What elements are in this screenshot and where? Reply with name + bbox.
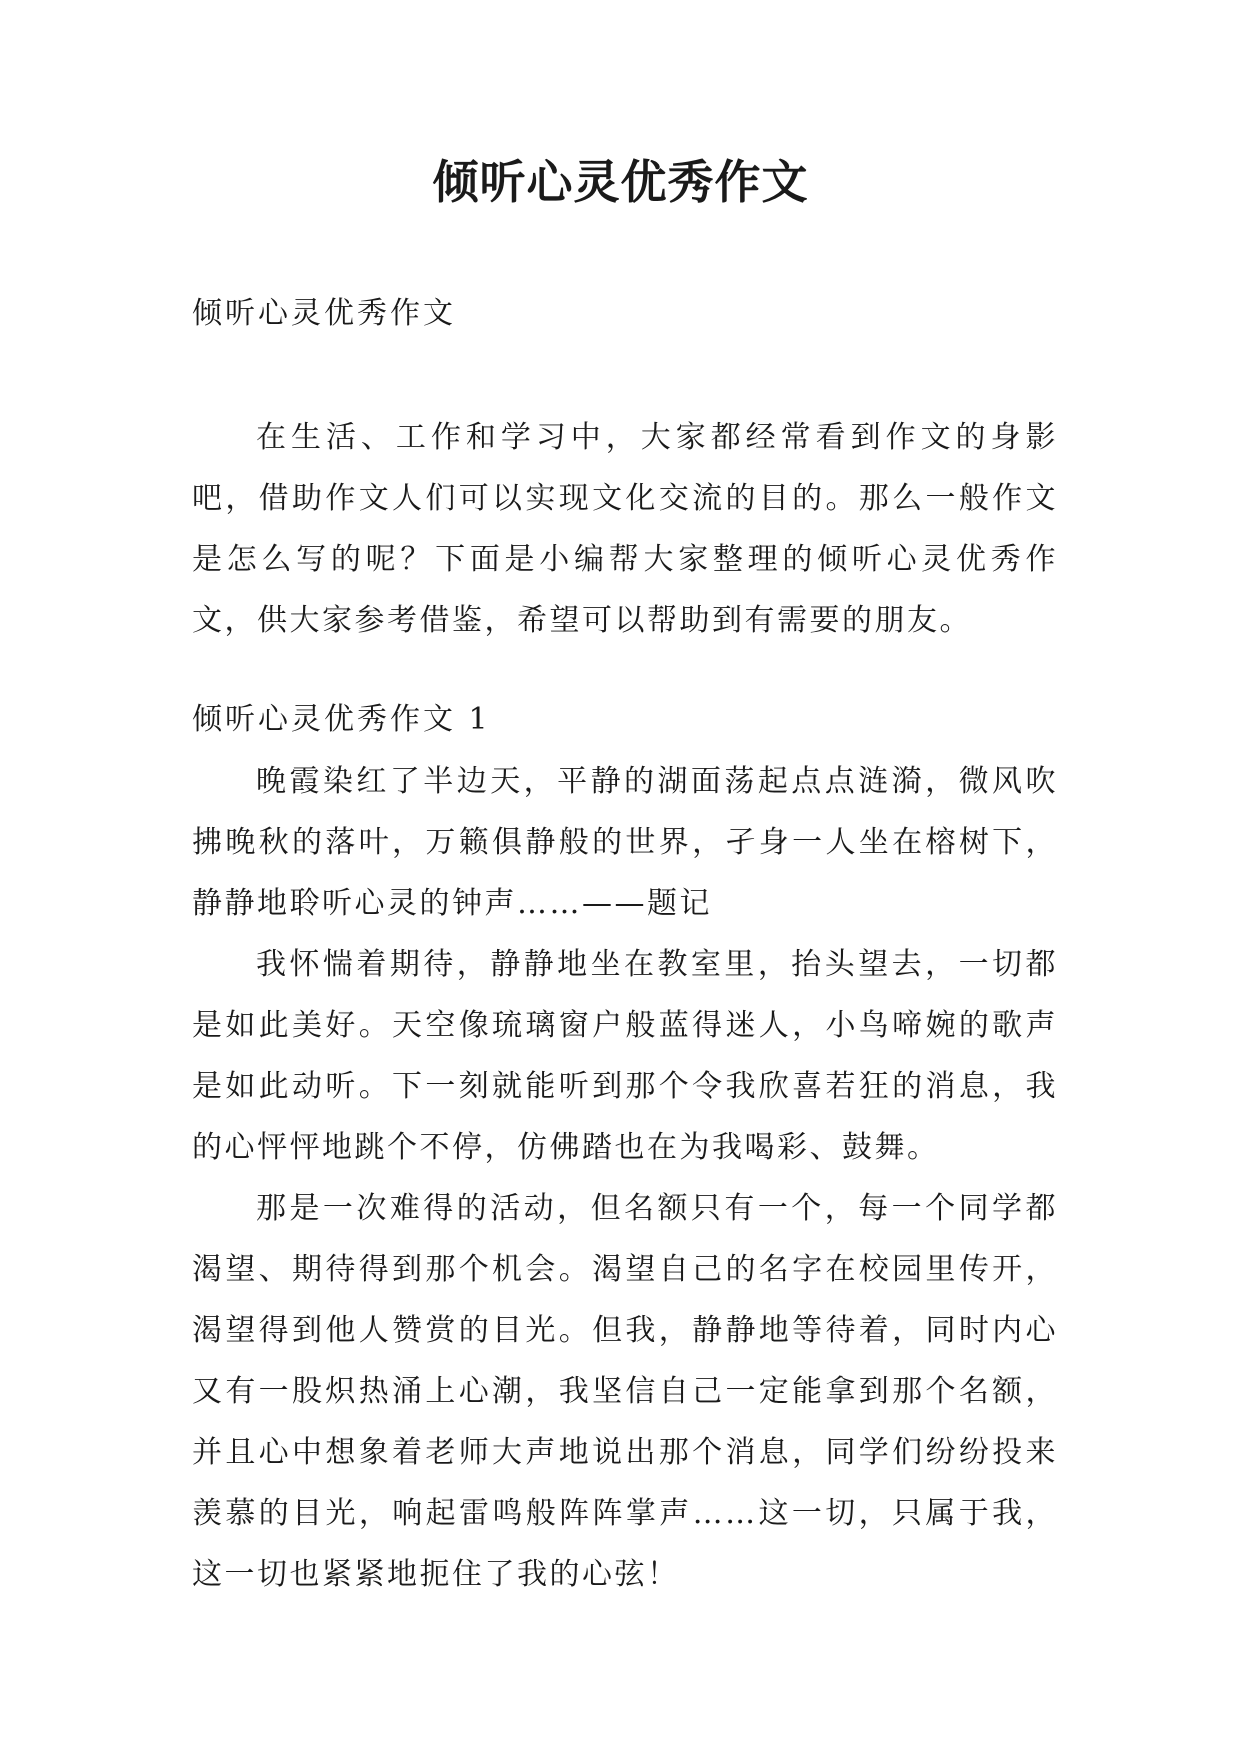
essay-body: [192, 751, 1058, 1605]
section-heading: 倾听心灵优秀作文 1: [192, 702, 491, 737]
essay-paragraph: 我怀惴着期待，静静地坐在教室里，抬头望去，一切都是如此美好。天空像琉璃窗户般蓝得迷人，小鸟啼婉的歌声是如此动听。下一刻就能听到那个令我欣喜若狂的消息，我的心怦怦地跳个不停，仿佛踏也在为我喝彩、鼓舞。: [192, 947, 1058, 1165]
intro-paragraph: 在生活、工作和学习中，大家都经常看到作文的身影吧，借助作文人们可以实现文化交流的目的。那么一般作文是怎么写的呢？下面是小编帮大家整理的倾听心灵优秀作文，供大家参考借鉴，希望可以帮助到有需要的朋友。: [192, 420, 1058, 638]
document-subtitle: 倾听心灵优秀作文: [192, 296, 456, 331]
document-title: 倾听心灵优秀作文: [432, 155, 809, 209]
essay-paragraph: 那是一次难得的活动，但名额只有一个，每一个同学都渴望、期待得到那个机会。渴望自己的名字在校园里传开，渴望得到他人赞赏的目光。但我，静静地等待着，同时内心又有一股炽热涌上心潮，我坚信自己一定能拿到那个名额，并且心中想象着老师大声地说出那个消息，同学们纷纷投来羡慕的目光，响起雷鸣般阵阵掌声……这一切，只属于我，这一切也紧紧地扼住了我的心弦！: [192, 1191, 1058, 1592]
essay-paragraph: 晚霞染红了半边天，平静的湖面荡起点点涟漪，微风吹拂晚秋的落叶，万籁俱静般的世界，孑身一人坐在榕树下，静静地聆听心灵的钟声……——题记: [192, 764, 1058, 921]
